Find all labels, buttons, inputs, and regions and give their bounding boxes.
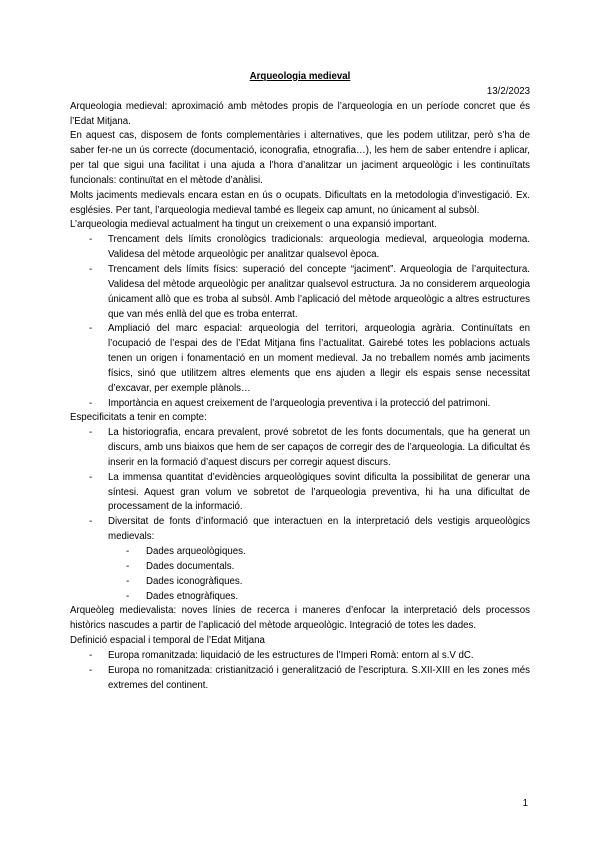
list-item [70,426,530,471]
list-item [70,233,530,263]
document-title: Arqueologia medieval [249,71,351,82]
bullet-list [70,649,530,694]
document-date: 13/2/2023 [486,85,530,97]
list-item-text: Importància en aquest creixement de l’arqueologia preventiva i la protecció del patrimoni. [108,397,491,409]
paragraph: Arqueologia medieval: aproximació amb mètodes propis de l’arqueologia en un període concret que és l’Edat Mitjana. [70,100,530,127]
sublist-item: - Dades arqueològiques. [108,545,530,560]
bullet-list [70,233,530,411]
list-item-text: Ampliació del marc espacial: arqueologia del territori, arqueologia agrària. Continuïtats en l’ocupació de l’espai des de l’Edat Mitjana fins l’actualitat. Gairebé totes les poblacions actuals tenen un origen i fonamentació en un moment medieval. Ja no treballem només amb jaciments físics, sinó que utilitzem altres elements que ens ajuden a llegir els espais sense necessitat d’excavar, per exemple plànols… [108,323,530,394]
list-item-text: La immensa quantitat d’evidències arqueològiques sovint dificulta la possibilitat de generar una síntesi. Aquest gran volum ve sobretot de l’arqueologia preventiva, hi ha una dificultat de processament de la informació. [108,471,530,513]
list-item [70,471,530,516]
paragraph: En aquest cas, disposem de fonts complementàries i alternatives, que les podem utilitzar, però s’ha de saber fer-ne un ús correcte (documentació, iconografia, etnografia…), les hem de saber entendre i aplicar, per tal que sigui una facilitat i una ajuda a l’hora d’analitzar un jaciment arqueològic i les continuïtats funcionals: continuïtat en el mètode d’anàlisi. [70,130,530,186]
list-item-text: La historiografia, encara prevalent, prové sobretot de les fonts documentals, que ha generat un discurs, amb uns biaixos que hem de ser capaços de corregir des de l’arqueologia. La dificultat és inserir en la formació d’aquest discurs per corregir aquest discurs. [108,427,530,468]
sublist-item: - Dades iconogràfiques. [108,575,530,590]
list-item [70,664,530,694]
list-item-text: Europa no romanitzada: cristianització i generalització de l’escriptura. S.XII-XIII en les zones més extremes del continent. [108,664,530,691]
sublist-item: - Dades etnogràfiques. [108,590,530,605]
list-item-text: Trencament dels límits físics: superació del concepte “jaciment”. Arqueologia de l’arquitectura. Validesa del mètode arqueològic per analitzar qualsevol estructura. Ja no considerem arqueologia únicament allò que es troba al subsòl. Amb l’aplicació del mètode arqueològic a altres estructures que van més enllà del que es troba enterrat. [108,263,530,320]
document-body [70,100,530,694]
list-item-text: Diversitat de fonts d’informació que interactuen en la interpretació dels vestigis arqueològics medievals: [108,516,530,543]
list-item-text: Trencament dels límits cronològics tradicionals: arqueologia medieval, arqueologia moderna. Validesa del mètode arqueològic per analitzar qualsevol època. [108,234,530,261]
paragraph: Definició espacial i temporal de l’Edat Mitjana [70,635,265,647]
list-item [70,397,530,412]
bullet-list [70,426,530,604]
sublist-item: - Dades documentals. [108,560,530,575]
page-number: 1 [522,798,528,810]
list-item [70,263,530,322]
sublist [108,545,530,604]
paragraph: Molts jaciments medievals encara estan en ús o ocupats. Dificultats en la metodologia d’investigació. Ex. esglésies. Per tant, l’arqueologia medieval també es llegeix cap amunt, no únicament al subsòl. [70,189,530,216]
paragraph: Especificitats a tenir en compte: [70,412,207,424]
paragraph: L’arqueologia medieval actualment ha tingut un creixement o una expansió important. [70,219,437,231]
paragraph: Arqueòleg medievalista: noves línies de recerca i maneres d’enfocar la interpretació dels processos històrics nascudes a partir de l’aplicació del mètode arqueològic. Integració de totes les dades. [70,605,530,632]
list-item [70,515,530,604]
list-item [70,649,530,664]
list-item-text: Europa romanitzada: liquidació de les estructures de l’Imperi Romà: entorn al s.V dC. [108,649,474,661]
list-item [70,322,530,396]
